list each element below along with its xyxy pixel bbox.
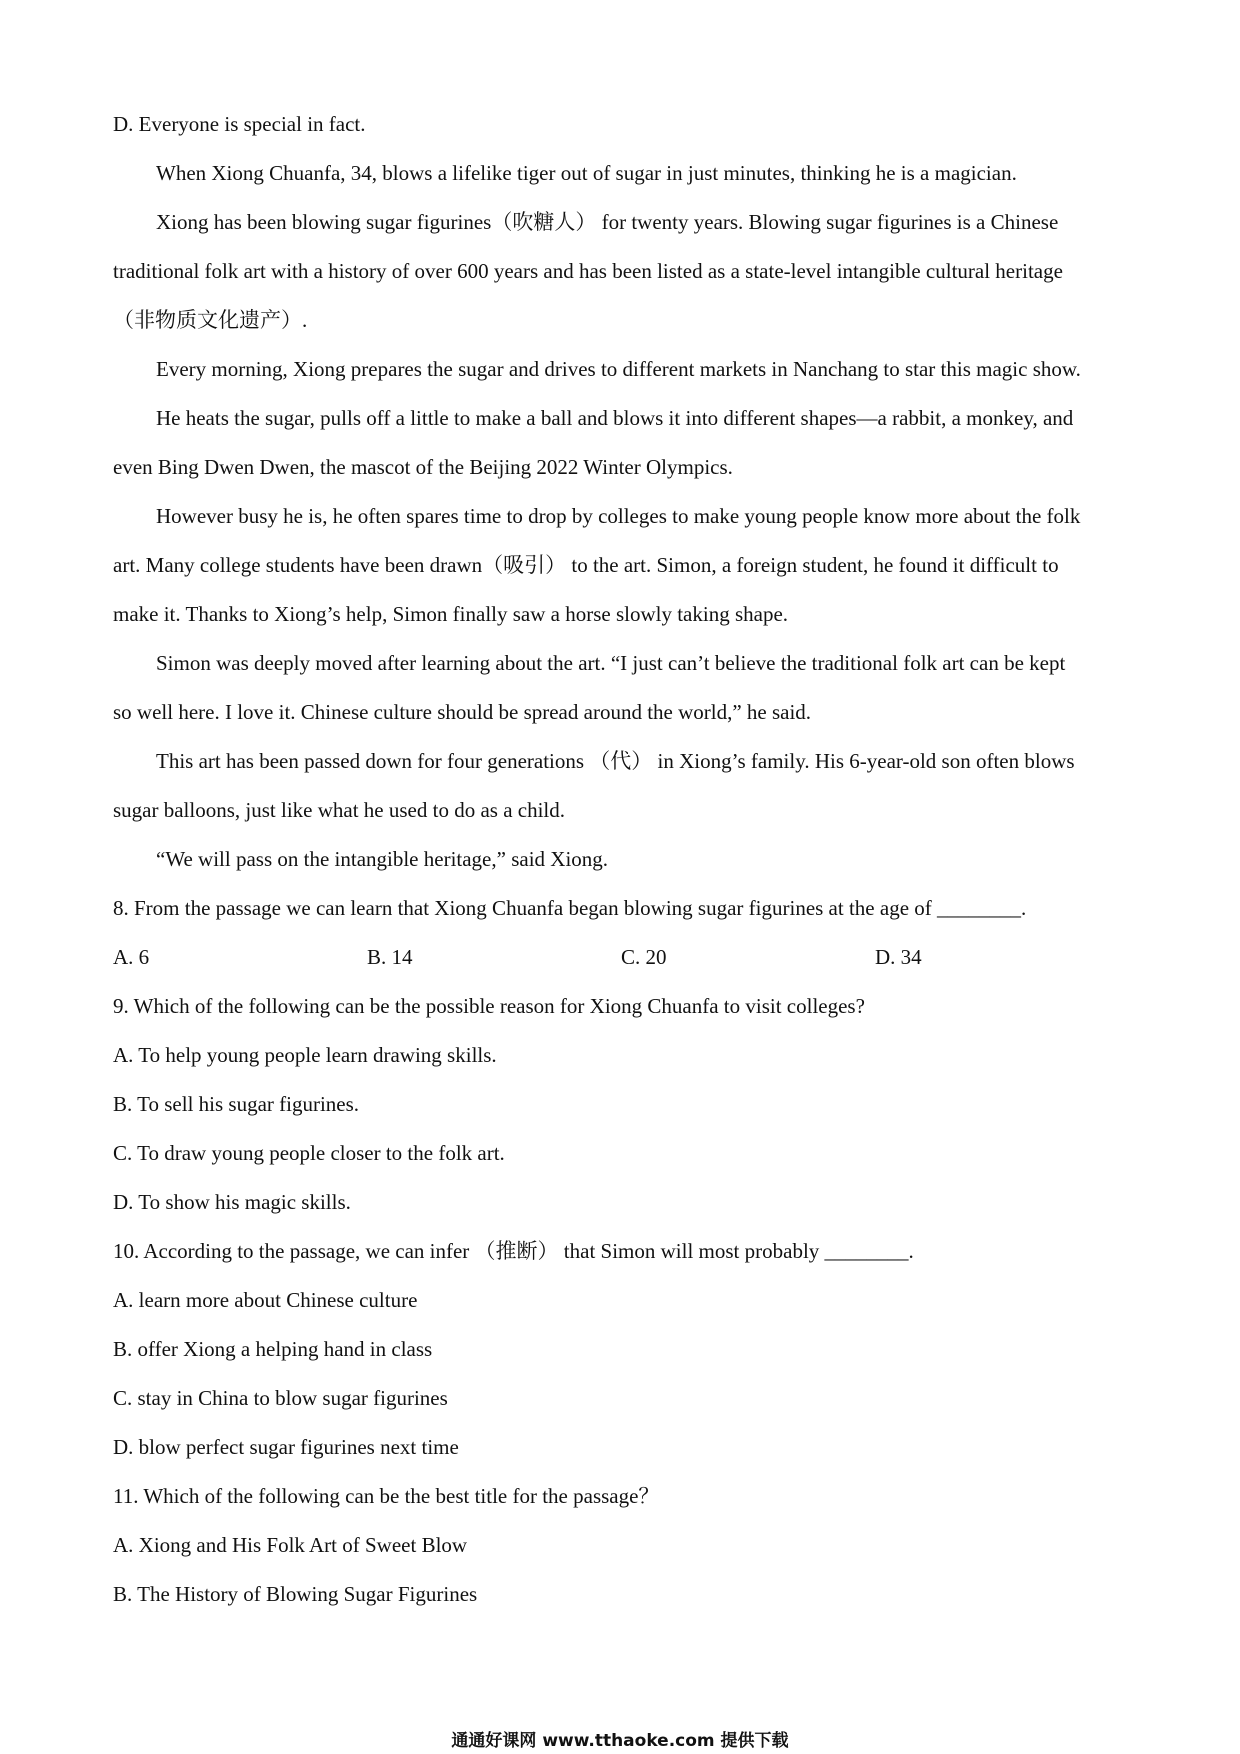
passage-line: （非物质文化遗产）. — [113, 308, 308, 332]
option-c: C. To draw young people closer to the folk art. — [113, 1141, 505, 1165]
option-b: B. offer Xiong a helping hand in class — [113, 1337, 433, 1361]
option-c: C. 20 — [621, 945, 667, 969]
passage-line: so well here. I love it. Chinese culture should be spread around the world,” he said. — [113, 700, 812, 724]
passage-line: Simon was deeply moved after learning about the art. “I just can’t believe the traditional folk art can be kept — [156, 651, 1066, 675]
passage-line: This art has been passed down for four generations （代） in Xiong’s family. His 6-year-old son often blows — [156, 749, 1075, 773]
question-stem: 8. From the passage we can learn that Xiong Chuanfa began blowing sugar figurines at the age of ________. — [113, 896, 1027, 920]
passage-line: sugar balloons, just like what he used to do as a child. — [113, 798, 566, 822]
question-stem: 11. Which of the following can be the best title for the passage？ — [113, 1484, 660, 1508]
option-a: A. learn more about Chinese culture — [113, 1288, 418, 1312]
page-footer: 通通好课网 www.tthaoke.com 提供下载 — [451, 1731, 789, 1751]
exam-page — [113, 100, 1133, 1619]
passage-line: When Xiong Chuanfa, 34, blows a lifelike tiger out of sugar in just minutes, thinking he is a magician. — [156, 161, 1017, 185]
passage-line: traditional folk art with a history of over 600 years and has been listed as a state-level intangible cultural heritage — [113, 259, 1063, 283]
option-a: A. 6 — [113, 945, 150, 969]
option-a: A. Xiong and His Folk Art of Sweet Blow — [113, 1533, 468, 1557]
option-row — [113, 933, 1133, 982]
previous-option-d: D. Everyone is special in fact. — [113, 112, 366, 136]
passage-line: He heats the sugar, pulls off a little to make a ball and blows it into different shapes—a rabbit, a monkey, and — [156, 406, 1074, 430]
option-d: D. 34 — [875, 945, 922, 969]
passage-line: even Bing Dwen Dwen, the mascot of the Beijing 2022 Winter Olympics. — [113, 455, 733, 479]
passage-line: However busy he is, he often spares time to drop by colleges to make young people know more about the folk — [156, 504, 1081, 528]
question-9 — [113, 982, 1133, 1227]
option-b: B. To sell his sugar figurines. — [113, 1092, 360, 1116]
option-b: B. The History of Blowing Sugar Figurines — [113, 1582, 478, 1606]
question-11 — [113, 1472, 1133, 1619]
question-8 — [113, 884, 1133, 982]
passage-line: make it. Thanks to Xiong’s help, Simon finally saw a horse slowly taking shape. — [113, 602, 789, 626]
question-stem: 9. Which of the following can be the possible reason for Xiong Chuanfa to visit colleges? — [113, 994, 865, 1018]
passage-line: art. Many college students have been drawn（吸引） to the art. Simon, a foreign student, he found it difficult to — [113, 553, 1059, 577]
question-stem: 10. According to the passage, we can infer （推断） that Simon will most probably ________. — [113, 1239, 914, 1263]
passage-line: Xiong has been blowing sugar figurines（吹糖人） for twenty years. Blowing sugar figurines is a Chinese — [156, 210, 1059, 234]
option-c: C. stay in China to blow sugar figurines — [113, 1386, 448, 1410]
reading-passage — [113, 149, 1133, 884]
passage-line: Every morning, Xiong prepares the sugar and drives to different markets in Nanchang to star this magic show. — [156, 357, 1081, 381]
question-10 — [113, 1227, 1133, 1472]
option-d: D. To show his magic skills. — [113, 1190, 351, 1214]
option-d: D. blow perfect sugar figurines next time — [113, 1435, 459, 1459]
option-a: A. To help young people learn drawing skills. — [113, 1043, 497, 1067]
option-b: B. 14 — [367, 945, 413, 969]
passage-line: “We will pass on the intangible heritage,” said Xiong. — [156, 847, 609, 871]
